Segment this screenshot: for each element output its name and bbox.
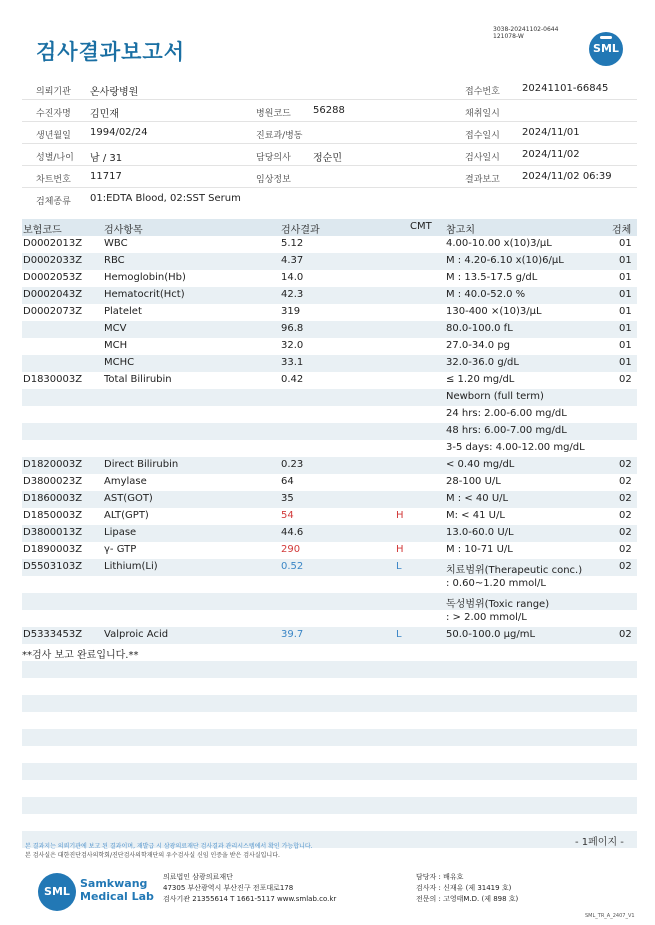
- sign-line-2: 검사자 : 신재유 (제 31419 호): [416, 884, 512, 892]
- cell-ref: 80.0-100.0 fL: [446, 323, 513, 334]
- doctor-label: 담당의사: [256, 153, 291, 163]
- cell-cmt: L: [396, 561, 402, 572]
- col-result-header: 검사결과: [281, 225, 320, 236]
- recv-no-label: 접수번호: [465, 87, 500, 97]
- patient-info: [22, 78, 637, 209]
- col-cmt-header: CMT: [410, 221, 432, 232]
- cell-result: 64: [281, 476, 294, 487]
- cell-spec: 02: [619, 459, 632, 470]
- table-row: [22, 610, 637, 627]
- table-row: [22, 746, 637, 763]
- info-row: [22, 100, 637, 122]
- cell-item: Platelet: [104, 306, 142, 317]
- cell-spec: 01: [619, 340, 632, 351]
- cell-cmt: L: [396, 629, 402, 640]
- sex-value: 남 / 31: [90, 153, 123, 164]
- cell-spec: 02: [619, 510, 632, 521]
- cell-ref: 27.0-34.0 pg: [446, 340, 511, 351]
- doctor-value: 정순민: [313, 153, 342, 164]
- table-row: [22, 474, 637, 491]
- col-ref-header: 참고치: [446, 225, 475, 236]
- table-row: [22, 508, 637, 525]
- cell-item: Lipase: [104, 527, 137, 538]
- cell-result: 0.52: [281, 561, 304, 572]
- cell-spec: 02: [619, 493, 632, 504]
- cell-spec: 01: [619, 357, 632, 368]
- cell-ref: : 0.60~1.20 mmol/L: [446, 578, 546, 589]
- cell-spec: 01: [619, 289, 632, 300]
- cell-item: γ- GTP: [104, 544, 137, 555]
- cell-result: 33.1: [281, 357, 304, 368]
- cell-result: 4.37: [281, 255, 304, 266]
- org-label: 의뢰기관: [36, 87, 71, 97]
- cell-cmt: H: [396, 510, 404, 521]
- cell-item: MCH: [104, 340, 128, 351]
- cell-code: D0002033Z: [23, 255, 83, 266]
- report-title: 검사결과보고서: [36, 40, 186, 64]
- name-value: 김민재: [90, 109, 119, 120]
- brand-line-1: Samkwang: [80, 877, 148, 890]
- table-row: [22, 525, 637, 542]
- cell-result: 14.0: [281, 272, 304, 283]
- clinical-label: 임상정보: [256, 175, 291, 185]
- cell-spec: 01: [619, 306, 632, 317]
- col-item-header: 검사항목: [104, 225, 143, 236]
- cell-ref: M : 10-71 U/L: [446, 544, 513, 555]
- cell-item: ALT(GPT): [104, 510, 149, 521]
- info-row: [22, 166, 637, 188]
- cell-code: D1860003Z: [23, 493, 83, 504]
- sign-line-3: 전문의 : 고영태M.D. (제 898 호): [416, 895, 519, 903]
- hosp-code-value: 56288: [313, 105, 345, 116]
- cell-result: 96.8: [281, 323, 304, 334]
- table-row: [22, 559, 637, 576]
- cell-spec: 02: [619, 544, 632, 555]
- cell-ref: M : 13.5-17.5 g/dL: [446, 272, 538, 283]
- info-row: [22, 188, 637, 209]
- cell-ref: 24 hrs: 2.00-6.00 mg/dL: [446, 408, 567, 419]
- cell-code: D0002043Z: [23, 289, 83, 300]
- info-row: [22, 122, 637, 144]
- cell-ref: 32.0-36.0 g/dL: [446, 357, 519, 368]
- result-table: [22, 219, 637, 848]
- cell-ref: 치료범위(Therapeutic conc.): [446, 565, 583, 576]
- cell-result: 39.7: [281, 629, 304, 640]
- cell-result: 32.0: [281, 340, 304, 351]
- specimen-value: 01:EDTA Blood, 02:SST Serum: [90, 193, 241, 204]
- recv-date-label: 접수일시: [465, 131, 500, 141]
- table-row: [22, 627, 637, 644]
- cell-ref: M: < 41 U/L: [446, 510, 505, 521]
- table-row: [22, 814, 637, 831]
- table-row: [22, 355, 637, 372]
- cell-item: Hemoglobin(Hb): [104, 272, 186, 283]
- cell-result: 290: [281, 544, 301, 555]
- table-row: [22, 270, 637, 287]
- addr-line-1: 의료법인 삼광의료재단: [163, 873, 233, 881]
- table-row: [22, 695, 637, 712]
- cell-spec: 01: [619, 272, 632, 283]
- cell-ref: 48 hrs: 6.00-7.00 mg/dL: [446, 425, 567, 436]
- page-number: - 1페이지 -: [575, 837, 624, 848]
- cell-item: AST(GOT): [104, 493, 153, 504]
- signature-block: [416, 872, 518, 905]
- cell-item: Total Bilirubin: [104, 374, 172, 385]
- cell-item: Direct Bilirubin: [104, 459, 179, 470]
- cell-ref: M : 40.0-52.0 %: [446, 289, 526, 300]
- table-row: [22, 593, 637, 610]
- form-id: SML_TR_A_2407_V1: [585, 913, 635, 919]
- table-row: [22, 729, 637, 746]
- collect-label: 채취일시: [465, 109, 500, 119]
- col-code-header: 보험코드: [23, 225, 62, 236]
- table-row: [22, 644, 637, 661]
- sml-footer-logo-icon: SML: [38, 873, 76, 911]
- cell-spec: 02: [619, 374, 632, 385]
- sex-label: 성별/나이: [36, 153, 74, 163]
- footer-certification: 본 검사실은 대한진단검사의학회/진단검사의학재단의 우수검사실 신임 인증을 받은 검사실입니다.: [25, 852, 280, 859]
- cell-code: D0002073Z: [23, 306, 83, 317]
- addr-line-3: 검사기관 21355614 T 1661-5117 www.smlab.co.kr: [163, 895, 337, 903]
- table-row: [22, 389, 637, 406]
- table-row: [22, 440, 637, 457]
- cell-ref: M : < 40 U/L: [446, 493, 509, 504]
- dob-label: 생년월일: [36, 131, 71, 141]
- table-row: [22, 712, 637, 729]
- cell-spec: 01: [619, 323, 632, 334]
- cell-item: Amylase: [104, 476, 147, 487]
- cell-item: WBC: [104, 238, 128, 249]
- chart-label: 차트번호: [36, 175, 71, 185]
- cell-spec: 02: [619, 476, 632, 487]
- specimen-label: 검체종류: [36, 197, 71, 207]
- info-row: [22, 78, 637, 100]
- brand-name: [80, 877, 154, 903]
- table-row: [22, 576, 637, 593]
- sign-line-1: 담당자 : 배유호: [416, 873, 464, 881]
- chart-value: 11717: [90, 171, 122, 182]
- cell-ref: 4.00-10.00 x(10)3/μL: [446, 238, 552, 249]
- cell-spec: 01: [619, 255, 632, 266]
- cell-code: D3800013Z: [23, 527, 83, 538]
- table-row: [22, 763, 637, 780]
- cell-ref: ≤ 1.20 mg/dL: [446, 374, 515, 385]
- footer-note: 본 결과지는 의뢰기관에 보고 된 결과이며, 재발급 시 삼광의료재단 검사결과 관리시스템에서 확인 가능합니다.: [25, 843, 313, 850]
- cell-code: D1890003Z: [23, 544, 83, 555]
- table-row: [22, 457, 637, 474]
- table-row: [22, 321, 637, 338]
- cell-code: D1850003Z: [23, 510, 83, 521]
- table-header: [22, 219, 637, 236]
- table-row: [22, 542, 637, 559]
- cell-spec: 02: [619, 527, 632, 538]
- col-spec-header: 검체: [612, 225, 632, 236]
- cell-code: D1830003Z: [23, 374, 83, 385]
- cell-item: Valproic Acid: [104, 629, 169, 640]
- cell-item: Hematocrit(Hct): [104, 289, 185, 300]
- table-row: [22, 780, 637, 797]
- table-row: [22, 236, 637, 253]
- dob-value: 1994/02/24: [90, 127, 148, 138]
- table-row: [22, 661, 637, 678]
- cell-result: 0.42: [281, 374, 304, 385]
- table-row: [22, 491, 637, 508]
- name-label: 수진자명: [36, 109, 71, 119]
- table-row: [22, 304, 637, 321]
- hosp-code-label: 병원코드: [256, 109, 291, 119]
- cell-result: 42.3: [281, 289, 304, 300]
- cell-spec: 02: [619, 629, 632, 640]
- cell-cmt: H: [396, 544, 404, 555]
- table-row: [22, 287, 637, 304]
- cell-item: MCHC: [104, 357, 135, 368]
- cell-result: 35: [281, 493, 294, 504]
- test-date-label: 검사일시: [465, 153, 500, 163]
- dept-label: 진료과/병동: [256, 131, 303, 141]
- table-row: [22, 372, 637, 389]
- cell-ref: < 0.40 mg/dL: [446, 459, 515, 470]
- cell-item: MCV: [104, 323, 127, 334]
- cell-item: Lithium(Li): [104, 561, 158, 572]
- cell-ref: M : 4.20-6.10 x(10)6/μL: [446, 255, 564, 266]
- cell-ref: Newborn (full term): [446, 391, 544, 402]
- cell-result: 54: [281, 510, 294, 521]
- cell-result: 0.23: [281, 459, 304, 470]
- report-label: 결과보고: [465, 175, 500, 185]
- doc-id-line-1: 3038-20241102-0644: [493, 26, 559, 33]
- org-value: 온사랑병원: [90, 87, 139, 98]
- recv-no-value: 20241101-66845: [522, 83, 609, 94]
- recv-date-value: 2024/11/01: [522, 127, 580, 138]
- cell-spec: 02: [619, 561, 632, 572]
- cell-ref: 13.0-60.0 U/L: [446, 527, 514, 538]
- table-row: [22, 253, 637, 270]
- cell-code: D5333453Z: [23, 629, 83, 640]
- cell-ref: 130-400 ×(10)3/μL: [446, 306, 542, 317]
- cell-code: D0002013Z: [23, 238, 83, 249]
- cell-code: D3800023Z: [23, 476, 83, 487]
- cell-result: 319: [281, 306, 301, 317]
- cell-code: D1820003Z: [23, 459, 83, 470]
- cell-ref: : > 2.00 mmol/L: [446, 612, 527, 623]
- cell-item: RBC: [104, 255, 125, 266]
- table-row: [22, 678, 637, 695]
- addr-line-2: 47305 부산광역시 부산진구 전포대로178: [163, 884, 294, 892]
- test-date-value: 2024/11/02: [522, 149, 580, 160]
- cell-ref: 28-100 U/L: [446, 476, 501, 487]
- cell-result: 44.6: [281, 527, 304, 538]
- table-body: [22, 236, 637, 848]
- doc-id: [493, 26, 558, 40]
- cell-spec: 01: [619, 238, 632, 249]
- table-row: [22, 797, 637, 814]
- sml-logo-icon: SML: [589, 32, 623, 66]
- table-row: [22, 406, 637, 423]
- cell-result: 5.12: [281, 238, 304, 249]
- cell-ref: 50.0-100.0 μg/mL: [446, 629, 536, 640]
- cell-ref: 독성범위(Toxic range): [446, 599, 550, 610]
- brand-line-2: Medical Lab: [80, 890, 154, 903]
- report-value: 2024/11/02 06:39: [522, 171, 612, 182]
- info-row: [22, 144, 637, 166]
- table-row: [22, 423, 637, 440]
- cell-code: D5503103Z: [23, 561, 83, 572]
- table-row: [22, 338, 637, 355]
- cell-ref: 3-5 days: 4.00-12.00 mg/dL: [446, 442, 585, 453]
- address-block: [163, 872, 336, 905]
- cell-code: D0002053Z: [23, 272, 83, 283]
- cell-code: **검사 보고 완료입니다.**: [22, 650, 139, 661]
- doc-id-line-2: 121078-W: [493, 33, 524, 40]
